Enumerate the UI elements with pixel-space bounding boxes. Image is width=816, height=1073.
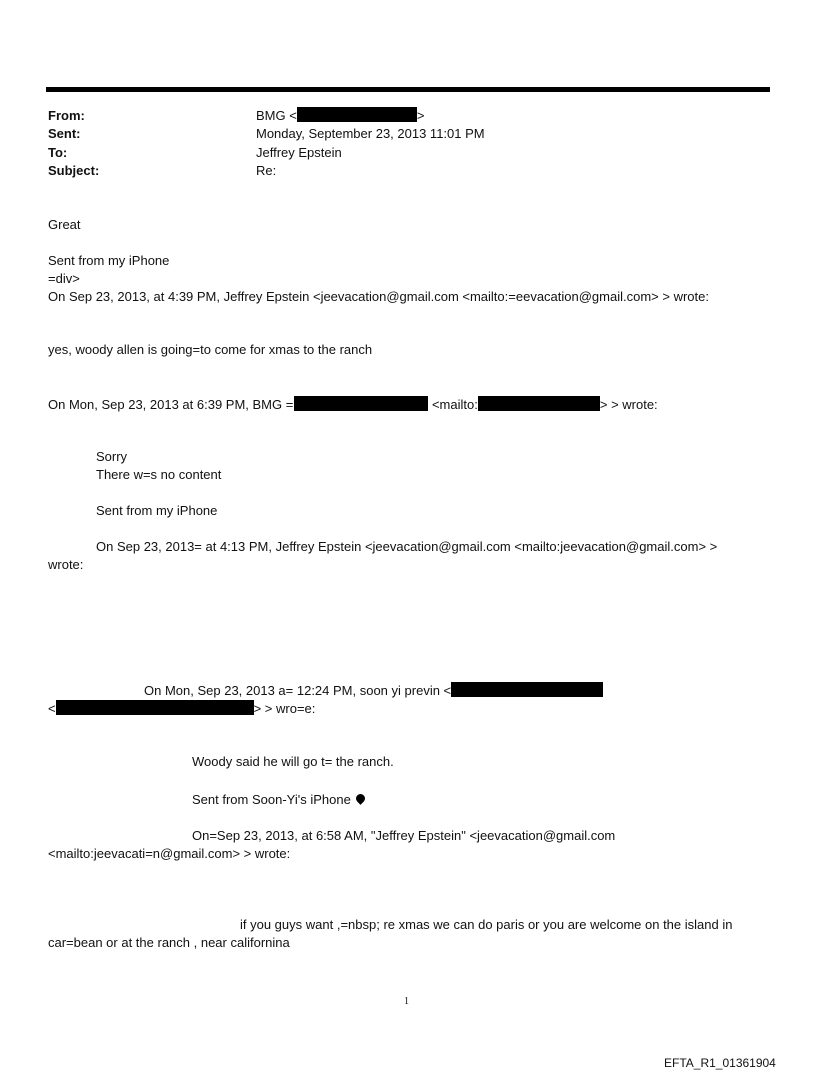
sent-label: Sent:	[48, 126, 81, 141]
map-pin-icon	[354, 792, 367, 805]
quote-header-text: On Mon, Sep 23, 2013 at 6:39 PM, BMG =	[48, 397, 294, 412]
quote-header-line	[48, 396, 658, 414]
quote-open: <	[48, 701, 56, 716]
page-number: 1	[404, 996, 409, 1007]
from-name: BMG <	[256, 108, 297, 123]
redaction-box	[56, 700, 254, 715]
body-line: Great	[48, 217, 81, 232]
body-line: Sent from my iPhone	[48, 253, 170, 268]
redaction-box	[478, 396, 600, 411]
subject-label: Subject:	[48, 163, 100, 178]
body-line: On=Sep 23, 2013, at 6:58 AM, "Jeffrey Epstein" <jeevacation@gmail.com	[192, 828, 616, 843]
body-line: On Sep 23, 2013= at 4:13 PM, Jeffrey Epstein <jeevacation@gmail.com <mailto:jeevacation@gmail.com> >	[96, 539, 718, 554]
from-label: From:	[48, 108, 85, 123]
redaction-box	[297, 107, 417, 122]
sent-from-text: Sent from Soon-Yi's iPhone	[192, 792, 351, 807]
to-label: To:	[48, 145, 68, 160]
redaction-box	[451, 682, 603, 697]
redaction-box	[294, 396, 428, 411]
body-line: On Sep 23, 2013, at 4:39 PM, Jeffrey Epstein <jeevacation@gmail.com <mailto:=eevacation@gmail.com> > wrote:	[48, 289, 709, 304]
to-value: Jeffrey Epstein	[256, 145, 342, 160]
subject-value: Re:	[256, 163, 277, 178]
body-line: =div>	[48, 271, 80, 286]
sent-value: Monday, September 23, 2013 11:01 PM	[256, 126, 485, 141]
body-line: yes, woody allen is going=to come for xmas to the ranch	[48, 342, 373, 357]
body-line: There w=s no content	[96, 467, 222, 482]
body-line: Sent from my iPhone	[96, 503, 218, 518]
quote-header-line	[144, 682, 603, 700]
from-close: >	[416, 108, 425, 123]
body-line: car=bean or at the ranch , near californina	[48, 935, 290, 950]
body-line: Sorry	[96, 449, 128, 464]
wrote-text: > > wro=e:	[253, 701, 316, 716]
sent-from-line	[192, 791, 365, 809]
mailto-text: <mailto:	[431, 397, 478, 412]
body-line: Woody said he will go t= the ranch.	[192, 754, 394, 769]
quote-header-line	[48, 700, 315, 718]
header-rule	[46, 87, 770, 92]
from-value	[256, 107, 424, 125]
quote-header-text: On Mon, Sep 23, 2013 a= 12:24 PM, soon yi previn <	[144, 683, 452, 698]
body-line: wrote:	[48, 557, 84, 572]
document-id: EFTA_R1_01361904	[664, 1056, 776, 1070]
wrote-text: > > wrote:	[599, 397, 658, 412]
body-line: <mailto:jeevacati=n@gmail.com> > wrote:	[48, 846, 291, 861]
body-line: if you guys want ,=nbsp; re xmas we can do paris or you are welcome on the island in	[240, 917, 733, 932]
